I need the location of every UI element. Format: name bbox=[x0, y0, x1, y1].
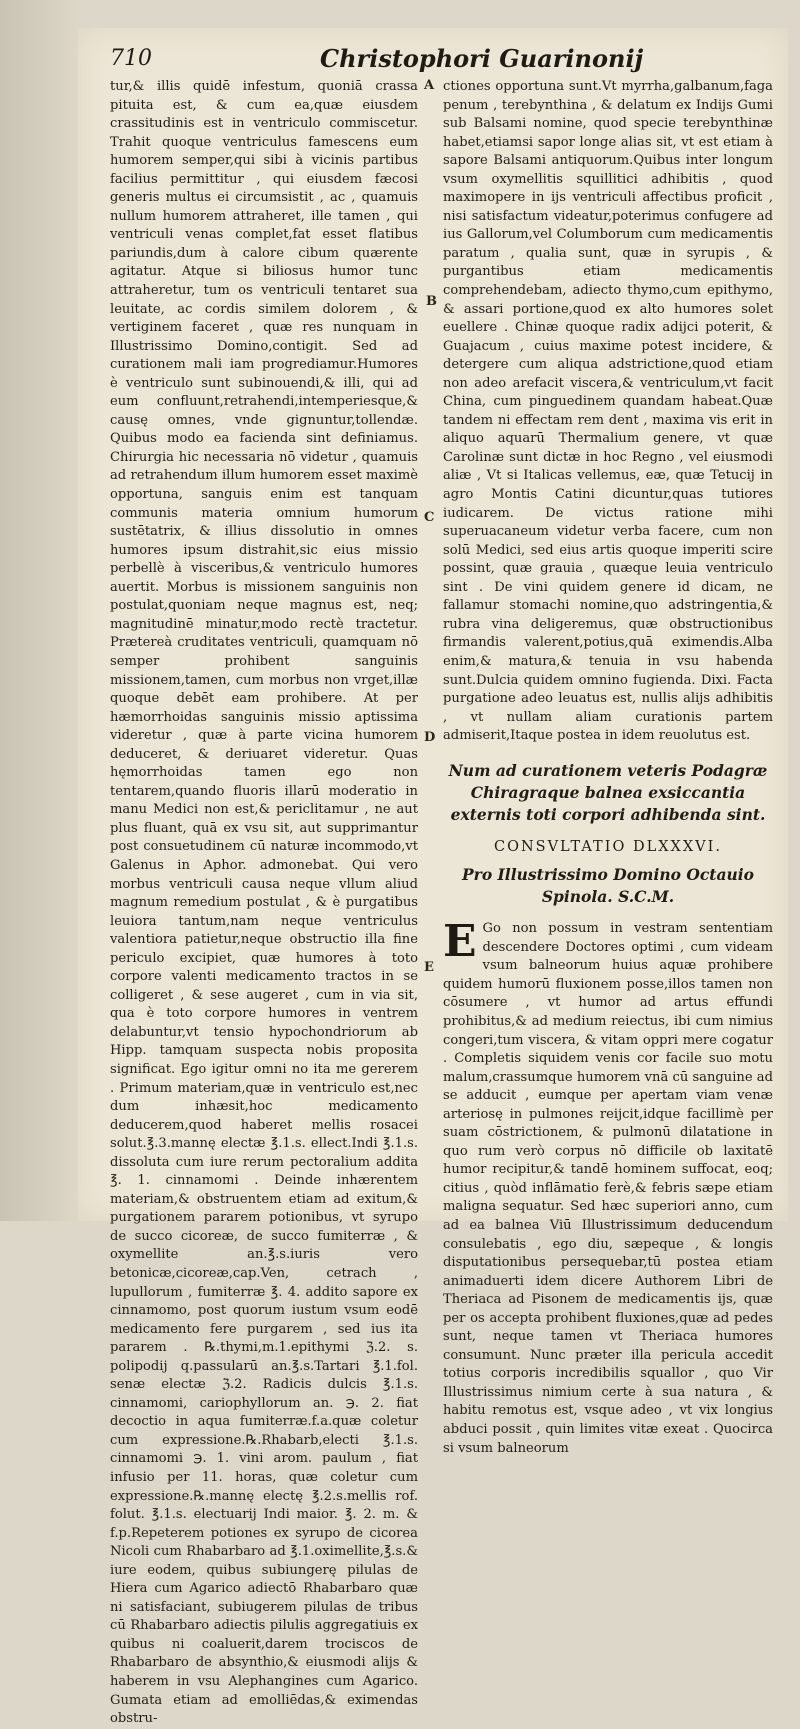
running-title: Christophori Guarinonij bbox=[320, 44, 644, 73]
right-column-text-after bbox=[443, 916, 773, 1458]
margin-letter-b: B bbox=[426, 294, 437, 309]
drop-cap: E bbox=[443, 916, 477, 968]
binding-gutter bbox=[0, 0, 78, 1221]
section-rubric: Num ad curationem veteris Podagræ Chiragraque balnea exsiccantia externis toti corpori adhibenda sint. bbox=[448, 760, 768, 824]
margin-letter-d: D bbox=[424, 730, 436, 745]
margin-letter-a: A bbox=[424, 78, 435, 93]
left-column bbox=[110, 78, 418, 1729]
left-column-text: tur,& illis quidē infestum, quoniā crassa pituita est, & cum ea,quæ eiusdem crassitudinis est in ventriculo commiscetur. Trahit quoque ventriculus famescens eum humorem semper,qui sibi à vicinis partibus facilius permittitur , qui eiusdem fæcosi generis multus ei circumsistit , ac , quamuis nullum humorem attraheret, ille tamen , qui ventriculi venas complet,fat esset flatibus pariundis,dum à calore cibum quærente agitatur. Atque si biliosus humor tunc attraheretur, tum os ventriculi tentaret sua leuitate, ac cordis similem dolorem , & vertiginem faceret , quæ res nunquam in Illustrissimo Domino,contigit. Sed ad curationem mali iam progrediamur.Humores è ventriculo sunt subinouendi,& illi, qui ad eum confluunt,retrahendi,intemperiesque,& causę omnes, vnde gignuntur,tollendæ. Quibus modo ea facienda sint definiamus. Chirurgia hic necessaria nō videtur , quamuis ad retrahendum illum humorem esset maximè opportuna, sanguis enim est tanquam communis materia omnium humorum sustētatrix, & illius dissolutio in omnes humores ipsum distrahit,sic eius missio perbellè à visceribus,& ventriculo humores auertit. Morbus is missionem sanguinis non postulat,quoniam neque magnus est, neq; magnitudinē minatur,modo rectè tractetur. Prætereà cruditates ventriculi, quamquam nō semper prohibent sanguinis missionem,tamen, cum morbus non vrget,illæ quoque debēt eam prohibere. At per hæmorrhoidas sanguinis missio aptissima videretur , quæ à parte vicina humorem deduceret, & deriuaret videretur. Quas hęmorrhoidas tamen ego non tentarem,quando fluoris illarū moderatio in manu Medici non est,& periclitamur , ne aut plus fluant, quā ex vsu sit, aut supprimantur post consuetudinem cū naturæ incommodo,vt Galenus in Aphor. admonebat. Qui vero morbus ventriculi causa neque vllum aliud magnum remedium postulat , & è purgatibus leuiora tantum,nam neque ventriculus valentiora patietur,neque obstructio illa fine periculo excipiet, quæ humores à toto corpore valenti medicamento tractos in se colligeret , & sese augeret , cum in via sit, qua è toto corpore humores in ventrem delabuntur,vt tensio hypochondriorum ab Hipp. tamquam suspecta nobis proposita significat. Ego igitur omni no ita me gererem . Primum materiam,quæ in ventriculo est,nec dum inhæsit,hoc medicamento deducerem,quod haberet mellis rosacei solut.℥.3.mannę electæ ℥.1.s. ellect.Indi ℥.1.s. dissoluta cum iure rerum pectoralium addita ℥. 1. cinnamomi . Deinde inhærentem materiam,& obstruentem etiam ad exitum,& purgationem pararem potionibus, vt syrupo de succo cicoreæ, de succo fumiterræ , & oxymellite an.℥.s.iuris vero betonicæ,cicoreæ,cap.Ven, cetrach , lupullorum , fumiterræ ℥. 4. addito sapore ex cinnamomo, post quorum iustum vsum eodē medicamento fere purgarem , sed ius ita pararem . ℞.thymi,m.1.epithymi ℨ.2. s. polipodij q.passularū an.℥.s.Tartari ℥.1.fol. senæ electæ ℨ.2. Radicis dulcis ℥.1.s. cinnamomi, cariophyllorum an. ℈. 2. fiat decoctio in aqua fumiterræ.f.a.quæ coletur cum expressione.℞.Rhabarb,electi ℥.1.s. cinnamomi ℈. 1. vini arom. paulum , fiat infusio per 11. horas, quæ coletur cum expressione.℞.mannę electę ℥.2.s.mellis rof. folut. ℥.1.s. electuarij Indi maior. ℥. 2. m. & f.p.Repeterem potiones ex syrupo de cicorea Nicoli cum Rhabarbaro ad ℥.1.oximellite,℥.s.& iure eodem, quibus subiungerę pilulas de Hiera cum Agarico adiectō Rhabarbaro quæ ni satisfaciant, subiugerem pilulas de tribus cū Rhabarbaro adiectis pilulis aggregatiuis ex quibus ni coaluerit,darem trociscos de Rhabarbaro de absynthio,& eiusmodi alijs & haberem in vsu Alephangines cum Agarico. Gumata etiam ad emolliēdas,& eximendas obstru- bbox=[110, 79, 418, 1727]
page-header bbox=[110, 44, 770, 76]
right-column-text-after-body: Go non possum in vestram sententiam descendere Doctores optimi , cum videam vsum balneorum huius aquæ prohibere quidem humorū fluxionem posse,illos tamen non cōsumere , vt humor ad artus effundi prohibitus,& ad medium reiectus, ibi cum nimius congeri,tum viscera, & vitam oppri mere cogatur . Completis siquidem venis cor facile suo motu malum,crassumque humorem vnā cū sanguine ad se adducit , eumque per apertam viam venæ arteriosę in pulmones reijcit,idque facillimè per suam cōstrictionem, & pulmonū dilatatione in quo rum verò corpus nō difficile ob laxitatē humor recipitur,& tandē hominem suffocat, eoq; citius , quòd inflāmatio ferè,& febris sæpe etiam maligna sequatur. Sed hæc superiori anno, cum ad ea balnea Viū Illustrissimum deducendum consulebatis , ego diu, sæpeque , & longis disputationibus persequebar,tū postea etiam animaduerti idem dicere Authorem Libri de Theriaca ad Pisonem de medicamentis ijs, quæ per os accepta prohibent fluxiones,quæ ad pedes sunt, neque tamen vt Theriaca humores consumunt. Nunc præter illa pericula accedit totius corporis incredibilis squallor , quo Vir Illustrissimus nimium certe à sua natura , & habitu remotus est, vsque adeo , vt vix longius abduci possit , quin limites vitæ exeat . Quocirca si vsum balneorum bbox=[443, 921, 773, 1456]
consultation-addressee: Pro Illustrissimo Domino Octauio Spinola. S.C.M. bbox=[462, 865, 754, 907]
margin-letter-e: E bbox=[424, 960, 434, 975]
right-column bbox=[443, 78, 773, 1458]
consultation-title: CONSVLTATIO DLXXXVI. bbox=[493, 838, 722, 855]
margin-letter-c: C bbox=[424, 510, 435, 525]
page-number: 710 bbox=[110, 46, 152, 71]
right-column-text-before: ctiones opportuna sunt.Vt myrrha,galbanum,faga penum , terebynthina , & delatum ex Indijs Gumi sub Balsami nomine, quod specie terebynthinæ habet,etiamsi sapor longe alias sit, vt est etiam à sapore Balsami antiquorum.Quibus inter longum vsum oxymellitis squillitici adhibitis , quod maximopere in ijs ventriculi affectibus proficit , nisi satisfactum videatur,poterimus confugere ad ius Gallorum,vel Columborum cum medicamentis paratum , qualia sunt, quæ in syrupis , & purgantibus etiam medicamentis comprehendebam, adiecto thymo,cum epithymo, & assari portione,quod ex alto humores solet euellere . Chinæ quoque radix adijci poterit, & Guajacum , cuius maxime potest incidere, & detergere cum aliqua adstrictione,quod etiam non adeo arefacit viscera,& ventriculum,vt facit China, cum pinguedinem quandam habeat.Quæ tandem ni effectam rem dent , maxima vis erit in aliquo aquarū Thermalium genere, vt quæ Carolinæ sunt dictæ in hoc Regno , vel eiusmodi aliæ , Vt si Italicas vellemus, eæ, quæ Tetucij in agro Montis Catini dicuntur,quas tutiores iudicarem. De victus ratione mihi superuacaneum videtur verba facere, cum non solū Medici, sed eius artis quoque imperiti scire possint, quæ grauia , quæque leuia ventriculo sint . De vini quidem genere id dicam, ne fallamur stomachi nomine,quo adstringentia,& rubra vina deligeremus, quæ obstructionibus firmandis valerent,potius,quā eximendis.Alba enim,& matura,& tenuia in vsu habenda sunt.Dulcia quidem omnino fugienda. Dixi. Facta purgatione adeo leuatus est, nullis alijs adhibitis , vt nullam aliam curationis partem admiserit,Itaque postea in idem reuolutus est. bbox=[443, 79, 773, 744]
